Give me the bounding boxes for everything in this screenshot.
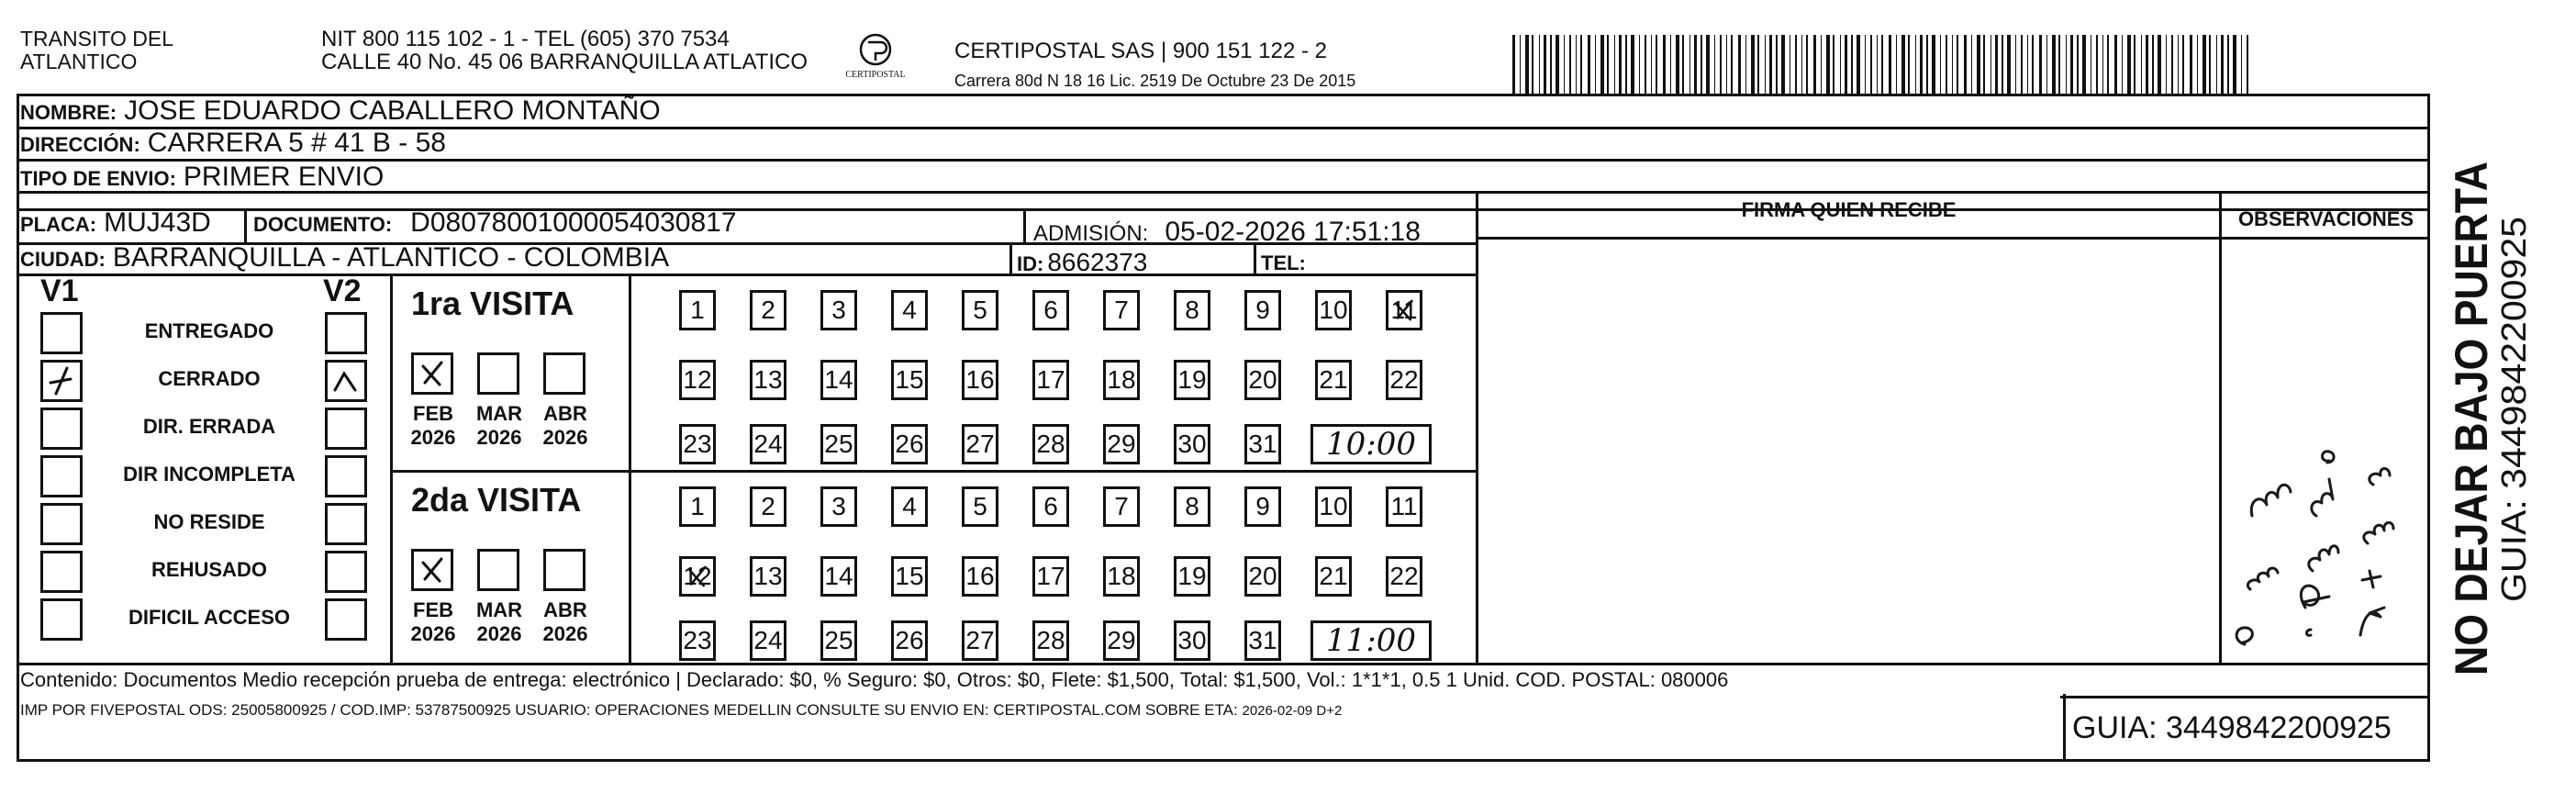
city-label: CIUDAD: xyxy=(20,248,106,271)
city-value: BARRANQUILLA - ATLANTICO - COLOMBIA xyxy=(112,242,670,273)
day-box[interactable]: 8 xyxy=(1174,290,1210,330)
month-label: ABR 2026 xyxy=(542,598,588,645)
footer-print-main: IMP POR FIVEPOSTAL ODS: 25005800925 / COD.IMP: 53787500925 USUARIO: OPERACIONES MEDELLIN CONSULTE SU ENVIO EN: CERTIPOSTAL.COM SOBRE ETA: xyxy=(20,701,1238,719)
admission-row xyxy=(1033,217,1421,248)
v2-checkbox[interactable] xyxy=(325,551,367,593)
footer-guide-number: GUIA: 3449842200925 xyxy=(2072,710,2392,745)
visit-row-divider xyxy=(390,470,1476,473)
plate-row xyxy=(20,207,211,239)
type-row xyxy=(20,162,384,193)
row-divider xyxy=(1476,237,2430,240)
status-label: DIR. ERRADA xyxy=(142,415,276,438)
day-box[interactable]: 14 xyxy=(820,360,857,400)
license-line: Carrera 80d N 18 16 Lic. 2519 De Octubre 23 De 2015 xyxy=(954,72,1356,90)
day-box[interactable]: 22 xyxy=(1386,556,1422,597)
day-box[interactable]: 27 xyxy=(962,620,998,661)
tel-row xyxy=(1261,251,1313,275)
month-checkbox[interactable] xyxy=(411,352,453,395)
id-value: 8662373 xyxy=(1047,248,1148,276)
plate-value: MUJ43D xyxy=(104,207,211,238)
footer-contents: Contenido: Documentos Medio recepción prueba de entrega: electrónico | Declarado: $0, % Seguro: $0, Otros: $0, Flete: $1,500, Total: $1,500, Vol.: 1*1*1, 0.5 1 Unid. COD. POSTAL: 080006 xyxy=(20,668,1729,691)
day-box[interactable]: 3 xyxy=(820,290,857,330)
shipment-type: PRIMER ENVIO xyxy=(183,162,385,192)
month-label: FEB 2026 xyxy=(410,402,456,449)
v2-checkbox[interactable] xyxy=(325,455,367,497)
day-box[interactable]: 14 xyxy=(820,556,857,597)
v2-checkbox[interactable] xyxy=(325,312,367,354)
day-box[interactable]: 8 xyxy=(1174,486,1210,527)
status-label: CERRADO xyxy=(158,367,261,390)
day-box[interactable]: 31 xyxy=(1244,424,1281,464)
day-box[interactable]: 11 xyxy=(1386,290,1422,330)
month-checkbox[interactable] xyxy=(477,549,519,591)
day-box[interactable]: 28 xyxy=(1032,424,1069,464)
day-box[interactable]: 6 xyxy=(1032,290,1069,330)
month-checkbox[interactable] xyxy=(477,352,519,395)
month-label: MAR 2026 xyxy=(475,402,523,449)
day-box[interactable]: 19 xyxy=(1174,556,1210,597)
day-box[interactable]: 12 xyxy=(679,360,716,400)
id-row xyxy=(1017,248,1147,277)
id-label: ID: xyxy=(1017,252,1044,275)
type-label: TIPO DE ENVIO: xyxy=(20,167,176,190)
month-checkbox[interactable] xyxy=(543,352,585,395)
day-box[interactable]: 5 xyxy=(962,486,998,527)
side-text xyxy=(2434,92,2535,679)
footer-divider xyxy=(17,663,2430,665)
day-box[interactable]: 21 xyxy=(1315,556,1352,597)
v1-checkbox[interactable] xyxy=(40,360,83,402)
day-box[interactable]: 7 xyxy=(1103,290,1140,330)
day-box[interactable]: 18 xyxy=(1103,360,1140,400)
tel-label: TEL: xyxy=(1261,251,1306,274)
v1-checkbox[interactable] xyxy=(40,408,83,450)
day-box[interactable]: 25 xyxy=(820,424,857,464)
certipostal-logo xyxy=(833,31,918,86)
admission-divider xyxy=(1023,208,1026,242)
day-box[interactable]: 20 xyxy=(1244,556,1281,597)
visit-time: 11:00 xyxy=(1310,620,1432,661)
v1-checkbox[interactable] xyxy=(40,551,83,593)
recipient-name: JOSE EDUARDO CABALLERO MONTAÑO xyxy=(124,95,661,126)
day-box[interactable]: 31 xyxy=(1244,620,1281,661)
observations-label: OBSERVACIONES xyxy=(2237,207,2414,230)
day-box[interactable]: 27 xyxy=(962,424,998,464)
day-box[interactable]: 7 xyxy=(1103,486,1140,527)
day-box[interactable]: 3 xyxy=(820,486,857,527)
status-label: REHUSADO xyxy=(151,558,267,581)
day-box[interactable]: 25 xyxy=(820,620,857,661)
day-box[interactable]: 1 xyxy=(679,290,716,330)
name-label: NOMBRE: xyxy=(20,101,117,124)
status-divider xyxy=(390,274,393,663)
day-box[interactable]: 18 xyxy=(1103,556,1140,597)
city-row xyxy=(20,242,669,274)
recipient-address: CARRERA 5 # 41 B - 58 xyxy=(147,128,446,158)
sender-name xyxy=(20,28,173,73)
visit-time: 10:00 xyxy=(1310,424,1432,464)
day-box[interactable]: 21 xyxy=(1315,360,1352,400)
day-box[interactable]: 2 xyxy=(750,486,786,527)
v2-checkbox[interactable] xyxy=(325,360,367,402)
v1-label: V1 xyxy=(40,274,79,308)
day-box[interactable]: 16 xyxy=(962,556,998,597)
day-box[interactable]: 16 xyxy=(962,360,998,400)
visit-title: 2da VISITA xyxy=(411,481,582,519)
day-box[interactable]: 2 xyxy=(750,290,786,330)
v2-checkbox[interactable] xyxy=(325,408,367,450)
day-box[interactable]: 11 xyxy=(1386,486,1422,527)
sender-line-2: ATLANTICO xyxy=(20,50,138,73)
address-row xyxy=(20,128,446,159)
day-box[interactable]: 1 xyxy=(679,486,716,527)
admission-label: ADMISIÓN: xyxy=(1033,221,1149,246)
footer-eta: 2026-02-09 D+2 xyxy=(1242,703,1343,719)
status-label: ENTREGADO xyxy=(144,319,274,342)
row-divider xyxy=(17,208,1476,211)
month-checkbox[interactable] xyxy=(411,549,453,591)
day-box[interactable]: 9 xyxy=(1244,290,1281,330)
sender-line-1: TRANSITO DEL xyxy=(20,27,173,50)
day-box[interactable]: 10 xyxy=(1315,486,1352,527)
signature-label: FIRMA QUIEN RECIBE xyxy=(1741,198,1957,221)
observations-divider xyxy=(2219,191,2222,663)
company-line: CERTIPOSTAL SAS | 900 151 122 - 2 xyxy=(954,39,1327,63)
barcode xyxy=(1512,35,2256,95)
observations-handwriting xyxy=(2223,240,2428,661)
day-box[interactable]: 6 xyxy=(1032,486,1069,527)
document-label: DOCUMENTO: xyxy=(253,213,393,236)
row-divider xyxy=(17,274,1476,276)
day-box[interactable]: 15 xyxy=(891,360,928,400)
status-label: DIR INCOMPLETA xyxy=(123,463,296,486)
day-box[interactable]: 12 xyxy=(679,556,716,597)
day-box[interactable]: 30 xyxy=(1174,620,1210,661)
day-box[interactable]: 29 xyxy=(1103,424,1140,464)
no-dejar-warning: NO DEJAR BAJO PUERTA xyxy=(2446,100,2497,676)
day-box[interactable]: 4 xyxy=(891,486,928,527)
plate-label: PLACA: xyxy=(20,213,97,236)
v2-label: V2 xyxy=(323,274,362,308)
day-box[interactable]: 9 xyxy=(1244,486,1281,527)
visit-divider xyxy=(629,274,631,663)
side-guide-number: GUIA: 3449842200925 xyxy=(2495,245,2534,602)
admission-value: 05-02-2026 17:51:18 xyxy=(1165,217,1421,247)
day-box[interactable]: 20 xyxy=(1244,360,1281,400)
day-box[interactable]: 26 xyxy=(891,620,928,661)
month-label: MAR 2026 xyxy=(475,598,523,645)
day-box[interactable]: 23 xyxy=(679,424,716,464)
day-box[interactable]: 10 xyxy=(1315,290,1352,330)
document-value: D08078001000054030817 xyxy=(410,207,737,238)
day-box[interactable]: 15 xyxy=(891,556,928,597)
address-label: DIRECCIÓN: xyxy=(20,133,140,156)
day-box[interactable]: 17 xyxy=(1032,360,1069,400)
day-box[interactable]: 5 xyxy=(962,290,998,330)
form-frame xyxy=(17,94,2430,762)
v2-checkbox[interactable] xyxy=(325,598,367,641)
day-box[interactable]: 19 xyxy=(1174,360,1210,400)
day-box[interactable]: 24 xyxy=(750,424,786,464)
month-checkbox[interactable] xyxy=(543,549,585,591)
footer-print-info xyxy=(20,701,1342,720)
day-box[interactable]: 4 xyxy=(891,290,928,330)
id-divider xyxy=(1009,242,1012,274)
status-label: NO RESIDE xyxy=(153,510,265,533)
day-box[interactable]: 29 xyxy=(1103,620,1140,661)
day-box[interactable]: 17 xyxy=(1032,556,1069,597)
document-row xyxy=(253,207,737,239)
v1-checkbox[interactable] xyxy=(40,503,83,545)
day-box[interactable]: 30 xyxy=(1174,424,1210,464)
day-box[interactable]: 26 xyxy=(891,424,928,464)
day-box[interactable]: 23 xyxy=(679,620,716,661)
day-box[interactable]: 28 xyxy=(1032,620,1069,661)
signature-divider xyxy=(1476,191,1478,663)
sender-contact xyxy=(321,28,808,73)
v1-checkbox[interactable] xyxy=(40,598,83,641)
v1-checkbox[interactable] xyxy=(40,455,83,497)
plate-divider xyxy=(244,208,247,242)
day-box[interactable]: 22 xyxy=(1386,360,1422,400)
month-label: ABR 2026 xyxy=(542,402,588,449)
visit-title: 1ra VISITA xyxy=(411,285,574,322)
day-box[interactable]: 24 xyxy=(750,620,786,661)
sender-nit: NIT 800 115 102 - 1 - TEL (605) 370 7534 xyxy=(321,27,730,51)
svg-text:CERTIPOSTAL: CERTIPOSTAL xyxy=(845,70,906,80)
month-label: FEB 2026 xyxy=(410,598,456,645)
day-box[interactable]: 13 xyxy=(750,556,786,597)
v1-checkbox[interactable] xyxy=(40,312,83,354)
v2-checkbox[interactable] xyxy=(325,503,367,545)
name-row xyxy=(20,95,661,127)
day-box[interactable]: 13 xyxy=(750,360,786,400)
status-label: DIFICIL ACCESO xyxy=(128,606,290,629)
sender-address: CALLE 40 No. 45 06 BARRANQUILLA ATLATICO xyxy=(321,50,808,74)
